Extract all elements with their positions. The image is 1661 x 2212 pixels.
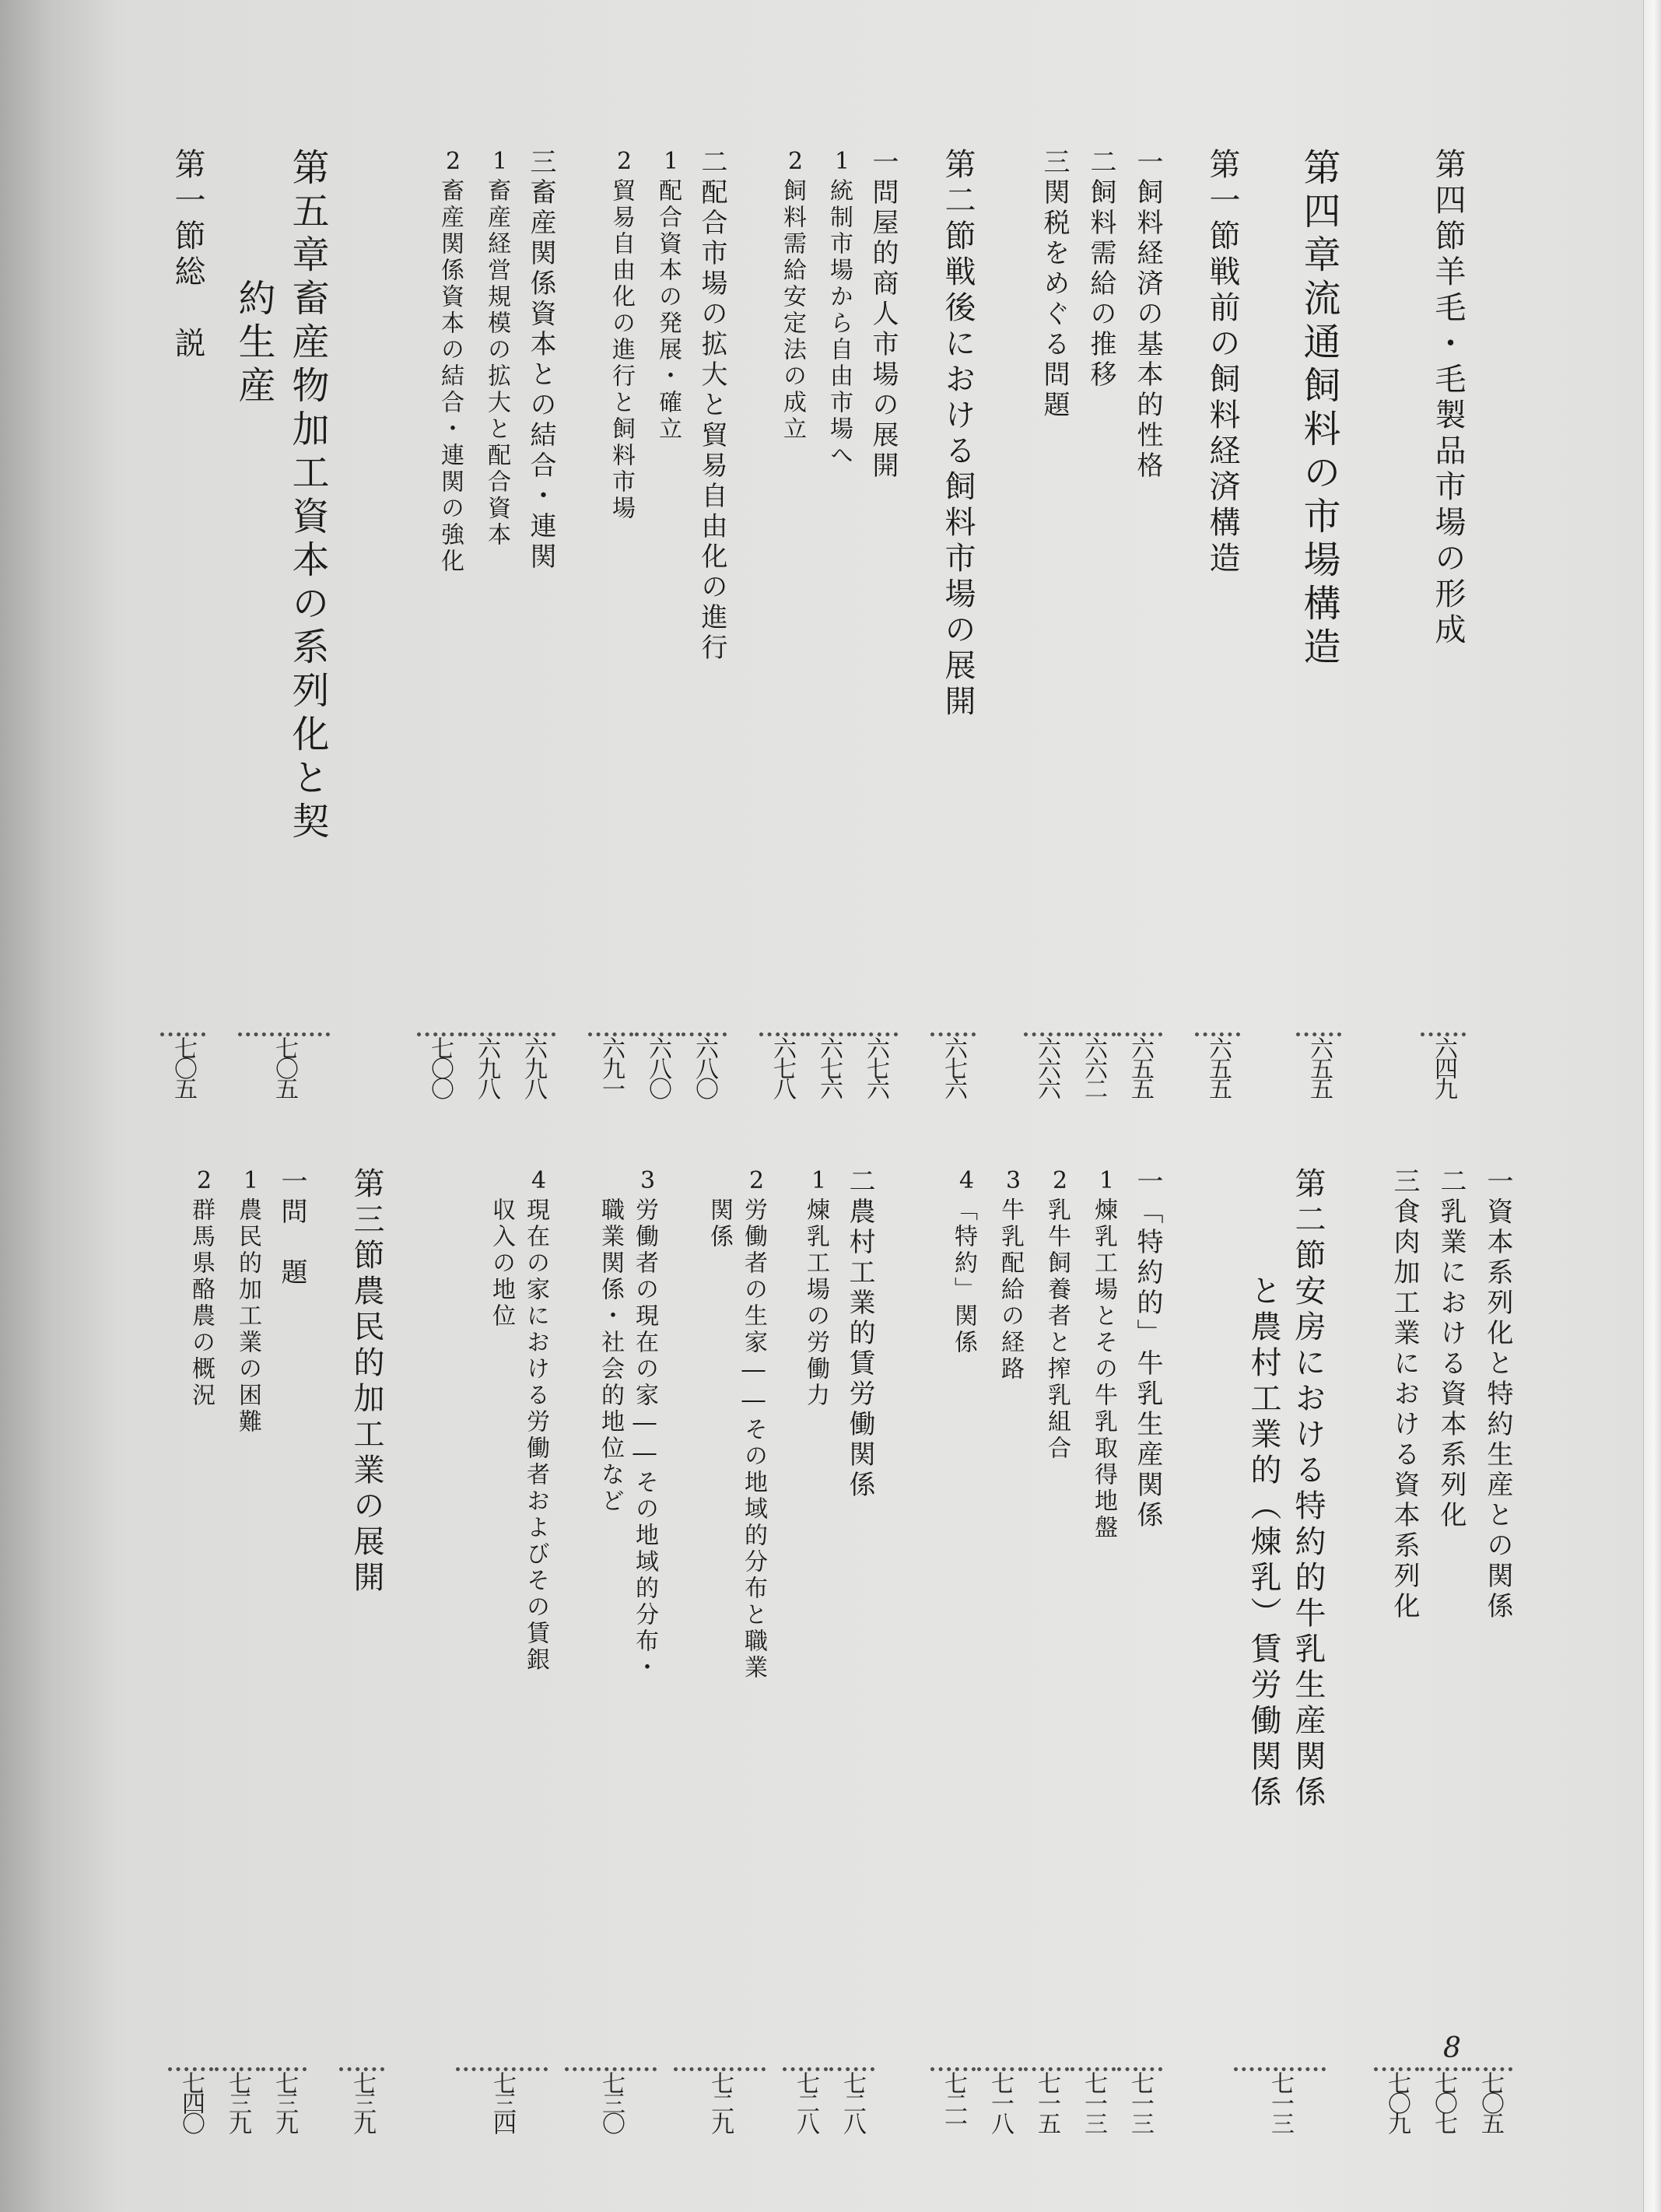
toc-entry-u7[interactable] bbox=[926, 148, 980, 1097]
entry-title bbox=[163, 1197, 218, 1409]
dot-leader bbox=[930, 1356, 976, 2071]
entry-title bbox=[459, 178, 513, 549]
page-reference: 七三九 bbox=[224, 2071, 251, 2132]
toc-entry-l2[interactable] bbox=[1416, 1167, 1470, 2132]
dot-leader bbox=[829, 1501, 874, 2071]
toc-entry-u6[interactable] bbox=[1019, 148, 1074, 1097]
entry-title bbox=[1066, 1197, 1120, 1541]
toc-entry-u11[interactable] bbox=[677, 148, 731, 1097]
dot-leader bbox=[1195, 577, 1240, 1036]
entry-title-line: 流通飼料の市場構造 bbox=[1297, 279, 1340, 671]
toc-entry-l17[interactable] bbox=[210, 1167, 265, 2132]
entry-title-line: 「特約」関係 bbox=[950, 1197, 977, 1356]
page-reference: 七〇五 bbox=[1477, 2071, 1504, 2132]
dot-leader bbox=[682, 664, 727, 1036]
dot-leader bbox=[1071, 1541, 1116, 2071]
dot-leader bbox=[261, 1288, 307, 2071]
page-reference: 六七八 bbox=[769, 1036, 796, 1097]
entry-title-line: 貿易自由化の進行と飼料市場 bbox=[608, 178, 635, 522]
dot-leader bbox=[1024, 1462, 1069, 2071]
entry-label: 二 bbox=[1435, 1167, 1467, 1197]
entry-title bbox=[335, 1274, 389, 1597]
page-reference: 七二八 bbox=[792, 2071, 819, 2132]
toc-entry-u15[interactable] bbox=[459, 148, 513, 1097]
entry-title-continuation: 約生産 bbox=[232, 279, 275, 409]
entry-title bbox=[1291, 279, 1346, 671]
entry-title-line: 煉乳工場とその牛乳取得地盤 bbox=[1090, 1197, 1117, 1541]
entry-title-line: 農村工業的賃労働関係 bbox=[844, 1197, 875, 1501]
toc-entry-u16[interactable] bbox=[412, 148, 467, 1097]
entry-title bbox=[926, 1197, 980, 1356]
page-reference: 七四〇 bbox=[177, 2071, 205, 2132]
entry-title bbox=[825, 1197, 879, 1501]
toc-entry-l3[interactable] bbox=[1369, 1167, 1424, 2132]
toc-entry-u12[interactable] bbox=[630, 148, 685, 1097]
entry-label: 1 bbox=[829, 148, 856, 178]
entry-title-line: 畜産関係資本の結合・連関の強化 bbox=[436, 178, 464, 575]
toc-entry-l18[interactable] bbox=[163, 1167, 218, 2132]
toc-entry-u2[interactable] bbox=[1291, 148, 1346, 1097]
dot-leader bbox=[783, 1409, 828, 2071]
page-reference: 七一三 bbox=[1127, 2071, 1154, 2132]
entry-title-line: 畜産経営規模の拡大と配合資本 bbox=[483, 178, 510, 549]
entry-title-line: 戦前の飼料経済構造 bbox=[1204, 255, 1240, 577]
entry-title-line: 群馬県酪農の概況 bbox=[187, 1197, 215, 1409]
entry-title-line: 戦後における飼料市場の展開 bbox=[940, 255, 976, 720]
toc-entry-l11[interactable] bbox=[778, 1167, 832, 2132]
entry-title bbox=[1463, 1197, 1517, 1622]
toc-entry-l13[interactable] bbox=[560, 1167, 661, 2132]
entry-title-line: 飼料需給の推移 bbox=[1085, 178, 1116, 391]
entry-title-line: 労働者の現在の家――その地域的分布・ bbox=[631, 1197, 658, 1681]
entry-label: 1 bbox=[486, 148, 513, 178]
toc-lower-tier bbox=[0, 1167, 1661, 2132]
toc-entry-u14[interactable] bbox=[506, 148, 560, 1097]
entry-title-line: 飼料需給安定法の成立 bbox=[779, 178, 806, 443]
entry-label: 一 bbox=[1132, 148, 1163, 178]
dot-leader bbox=[977, 1383, 1022, 2071]
page-reference: 七二一 bbox=[940, 2071, 967, 2132]
entry-title-line: 食肉加工業における資本系列化 bbox=[1389, 1197, 1420, 1622]
toc-entry-l14[interactable] bbox=[451, 1167, 552, 2132]
entry-label: 4 bbox=[953, 1167, 980, 1197]
entry-title-line: 労働者の生家――その地域的分布と職業 bbox=[740, 1197, 767, 1681]
toc-entry-l1[interactable] bbox=[1463, 1167, 1517, 2132]
dot-leader bbox=[464, 549, 509, 1036]
dot-leader bbox=[456, 1674, 548, 2071]
dot-leader bbox=[565, 1681, 657, 2071]
entry-label: 二 bbox=[1085, 148, 1116, 178]
toc-entry-l12[interactable] bbox=[669, 1167, 770, 2132]
entry-label: 第二節 bbox=[1290, 1167, 1326, 1274]
entry-title bbox=[1416, 1197, 1470, 1531]
entry-title bbox=[1019, 178, 1074, 421]
entry-title bbox=[451, 1197, 552, 1674]
entry-title bbox=[755, 178, 809, 443]
toc-entry-l16[interactable] bbox=[257, 1167, 311, 2132]
dot-leader bbox=[215, 1436, 260, 2071]
page-reference: 六五五 bbox=[1204, 1036, 1232, 1097]
page-reference: 六九八 bbox=[520, 1036, 547, 1097]
entry-title-line: 配合資本の発展・確立 bbox=[654, 178, 682, 443]
entry-title-continuation: 関係 bbox=[706, 1197, 733, 1250]
entry-label: 1 bbox=[805, 1167, 832, 1197]
entry-label: 一 bbox=[1132, 1167, 1163, 1197]
entry-title-line: 関税をめぐる問題 bbox=[1039, 178, 1070, 421]
page-reference: 六八〇 bbox=[691, 1036, 718, 1097]
dot-leader bbox=[168, 1409, 213, 2071]
dot-leader bbox=[160, 363, 205, 1036]
dot-leader bbox=[1421, 649, 1466, 1036]
entry-label: 第一節 bbox=[1204, 148, 1240, 255]
toc-entry-u9[interactable] bbox=[801, 148, 856, 1097]
dot-leader bbox=[588, 522, 633, 1036]
dot-leader bbox=[510, 573, 555, 1036]
entry-title-line: 農民的加工業の展開 bbox=[349, 1274, 384, 1597]
dot-leader bbox=[930, 720, 976, 1036]
entry-label: 一 bbox=[1482, 1167, 1513, 1197]
dot-leader bbox=[806, 469, 851, 1036]
entry-title bbox=[412, 178, 467, 575]
entry-title bbox=[778, 1197, 832, 1409]
toc-entry-u4[interactable] bbox=[1113, 148, 1167, 1097]
entry-label: 1 bbox=[657, 148, 685, 178]
toc-entry-l10[interactable] bbox=[825, 1167, 879, 2132]
page-reference: 六六二 bbox=[1080, 1036, 1107, 1097]
toc-entry-u17[interactable] bbox=[233, 148, 335, 1097]
entry-title-line: 問 題 bbox=[276, 1197, 307, 1288]
dot-leader bbox=[1117, 482, 1162, 1036]
dot-leader bbox=[238, 845, 330, 1036]
page-reference: 七二八 bbox=[839, 2071, 866, 2132]
dot-leader bbox=[1374, 1622, 1419, 2071]
page-reference: 六七六 bbox=[940, 1036, 967, 1097]
entry-title bbox=[257, 1197, 311, 1288]
toc-entry-u13[interactable] bbox=[583, 148, 638, 1097]
entry-title bbox=[560, 1197, 661, 1681]
entry-label: 2 bbox=[743, 1167, 770, 1197]
entry-label: 2 bbox=[191, 1167, 218, 1197]
entry-label: 2 bbox=[611, 148, 638, 178]
entry-label: 4 bbox=[525, 1167, 552, 1197]
entry-title-continuation: 収入の地位 bbox=[488, 1197, 515, 1330]
toc-entry-l15[interactable] bbox=[335, 1167, 389, 2132]
dot-leader bbox=[1117, 1531, 1162, 2071]
toc-entry-u18[interactable] bbox=[156, 148, 210, 1097]
entry-title bbox=[583, 178, 638, 522]
page-reference: 七〇五 bbox=[170, 1036, 197, 1097]
entry-title-continuation: 職業関係・社会的地位など bbox=[597, 1197, 624, 1515]
entry-title bbox=[1416, 255, 1470, 649]
toc-entry-l7[interactable] bbox=[1019, 1167, 1074, 2132]
entry-title-line: 安房における特約的牛乳生産関係 bbox=[1290, 1274, 1326, 1811]
entry-label: 一 bbox=[276, 1167, 307, 1197]
toc-entry-u3[interactable] bbox=[1190, 148, 1245, 1097]
entry-label: 3 bbox=[1000, 1167, 1027, 1197]
entry-label: 二 bbox=[696, 148, 727, 178]
entry-title bbox=[1066, 178, 1120, 391]
page-reference: 七一八 bbox=[986, 2071, 1014, 2132]
toc-entry-l4[interactable] bbox=[1229, 1167, 1330, 2132]
entry-title bbox=[506, 178, 560, 573]
entry-title-line: 「特約的」牛乳生産関係 bbox=[1132, 1197, 1163, 1531]
toc-entry-l5[interactable] bbox=[1113, 1167, 1167, 2132]
page-reference: 七三九 bbox=[349, 2071, 376, 2132]
entry-title bbox=[677, 178, 731, 664]
page-reference: 七一三 bbox=[1080, 2071, 1107, 2132]
entry-title-line: 現在の家における労働者およびその賃銀 bbox=[522, 1197, 549, 1674]
page-reference: 七三〇 bbox=[597, 2071, 625, 2132]
entry-title bbox=[1369, 1197, 1424, 1622]
entry-label: 第三節 bbox=[349, 1167, 384, 1274]
entry-title bbox=[630, 178, 685, 443]
entry-label: 2 bbox=[440, 148, 467, 178]
entry-label: 第一節 bbox=[170, 148, 205, 255]
toc-upper-tier bbox=[0, 148, 1661, 1097]
dot-leader bbox=[1234, 1811, 1326, 2071]
page-reference: 六九一 bbox=[597, 1036, 625, 1097]
entry-title bbox=[972, 1197, 1027, 1383]
entry-label: 第四節 bbox=[1430, 148, 1466, 255]
page-reference: 六八〇 bbox=[644, 1036, 671, 1097]
page-reference: 六四九 bbox=[1430, 1036, 1457, 1097]
page-reference: 六五五 bbox=[1305, 1036, 1333, 1097]
toc-entry-l9[interactable] bbox=[926, 1167, 980, 2132]
toc-entry-l8[interactable] bbox=[972, 1167, 1027, 2132]
entry-title bbox=[926, 255, 980, 720]
page-reference: 七三四 bbox=[489, 2071, 516, 2132]
entry-title bbox=[801, 178, 856, 469]
dot-leader bbox=[635, 443, 680, 1036]
dot-leader bbox=[759, 443, 804, 1036]
dot-leader bbox=[1024, 421, 1069, 1036]
entry-title bbox=[156, 255, 210, 363]
page-reference: 七〇〇 bbox=[426, 1036, 454, 1097]
toc-entry-u8[interactable] bbox=[848, 148, 902, 1097]
entry-title bbox=[848, 178, 902, 482]
entry-title bbox=[233, 279, 335, 845]
entry-title-line: 問屋的商人市場の展開 bbox=[867, 178, 899, 482]
entry-title bbox=[210, 1197, 265, 1436]
dot-leader bbox=[853, 482, 898, 1036]
page-reference: 六七六 bbox=[815, 1036, 843, 1097]
page-reference: 六九八 bbox=[473, 1036, 500, 1097]
entry-title-line: 牛乳配給の経路 bbox=[997, 1197, 1024, 1383]
page-reference: 七〇九 bbox=[1383, 2071, 1410, 2132]
entry-label: 3 bbox=[634, 1167, 661, 1197]
page-number: 8 bbox=[1443, 2032, 1461, 2064]
entry-title-line: 総 説 bbox=[170, 255, 205, 363]
entry-title-line: 飼料経済の基本的性格 bbox=[1132, 178, 1163, 482]
entry-title-line: 統制市場から自由市場へ bbox=[825, 178, 853, 469]
entry-label: 第四章 bbox=[1297, 148, 1340, 279]
dot-leader bbox=[1071, 391, 1116, 1036]
toc-entry-u5[interactable] bbox=[1066, 148, 1120, 1097]
entry-title-line: 農民的加工業の困難 bbox=[234, 1197, 261, 1436]
entry-title-line: 資本系列化と特約生産との関係 bbox=[1482, 1197, 1513, 1622]
dot-leader bbox=[339, 1597, 384, 2071]
entry-title-line: 乳業における資本系列化 bbox=[1435, 1197, 1467, 1531]
entry-title-line: 煉乳工場の労働力 bbox=[802, 1197, 829, 1409]
entry-label: 一 bbox=[867, 148, 899, 178]
page-reference: 七一五 bbox=[1033, 2071, 1060, 2132]
dot-leader bbox=[417, 575, 462, 1036]
entry-label: 1 bbox=[1093, 1167, 1120, 1197]
entry-title bbox=[669, 1197, 770, 1681]
page-reference: 七一三 bbox=[1267, 2071, 1294, 2132]
entry-label: 三 bbox=[525, 148, 556, 178]
entry-label: 三 bbox=[1039, 148, 1070, 178]
page-reference: 六七六 bbox=[862, 1036, 889, 1097]
page-reference: 七〇七 bbox=[1430, 2071, 1457, 2132]
page-reference: 六六六 bbox=[1033, 1036, 1060, 1097]
entry-title bbox=[1113, 1197, 1167, 1531]
entry-title-line: 配合市場の拡大と貿易自由化の進行 bbox=[696, 178, 727, 664]
dot-leader bbox=[674, 1681, 766, 2071]
dot-leader bbox=[1296, 671, 1341, 1036]
page-reference: 七〇五 bbox=[271, 1036, 298, 1097]
entry-title-line: 畜産物加工資本の系列化と契 bbox=[286, 279, 329, 845]
page-reference: 六五五 bbox=[1127, 1036, 1154, 1097]
entry-title bbox=[1190, 255, 1245, 577]
dot-leader bbox=[1467, 1622, 1512, 2071]
entry-title-continuation: と農村工業的（煉乳）賃労働関係 bbox=[1246, 1274, 1281, 1811]
entry-title bbox=[1229, 1274, 1330, 1811]
entry-title-line: 乳牛飼養者と搾乳組合 bbox=[1043, 1197, 1071, 1462]
entry-label: 二 bbox=[844, 1167, 875, 1197]
dot-leader bbox=[1421, 1531, 1466, 2071]
entry-label: 第五章 bbox=[286, 148, 329, 279]
entry-label: 2 bbox=[1046, 1167, 1074, 1197]
page-reference: 七三九 bbox=[271, 2071, 298, 2132]
entry-title bbox=[1019, 1197, 1074, 1462]
entry-title-line: 羊毛・毛製品市場の形成 bbox=[1430, 255, 1466, 649]
toc-entry-u10[interactable] bbox=[755, 148, 809, 1097]
entry-label: 2 bbox=[782, 148, 809, 178]
toc-entry-l6[interactable] bbox=[1066, 1167, 1120, 2132]
page-reference: 七二九 bbox=[706, 2071, 734, 2132]
entry-title-line: 畜産関係資本との結合・連関 bbox=[525, 178, 556, 573]
entry-label: 三 bbox=[1389, 1167, 1420, 1197]
entry-title bbox=[1113, 178, 1167, 482]
entry-label: 1 bbox=[237, 1167, 265, 1197]
entry-label: 第二節 bbox=[940, 148, 976, 255]
toc-entry-u1[interactable] bbox=[1416, 148, 1470, 1097]
